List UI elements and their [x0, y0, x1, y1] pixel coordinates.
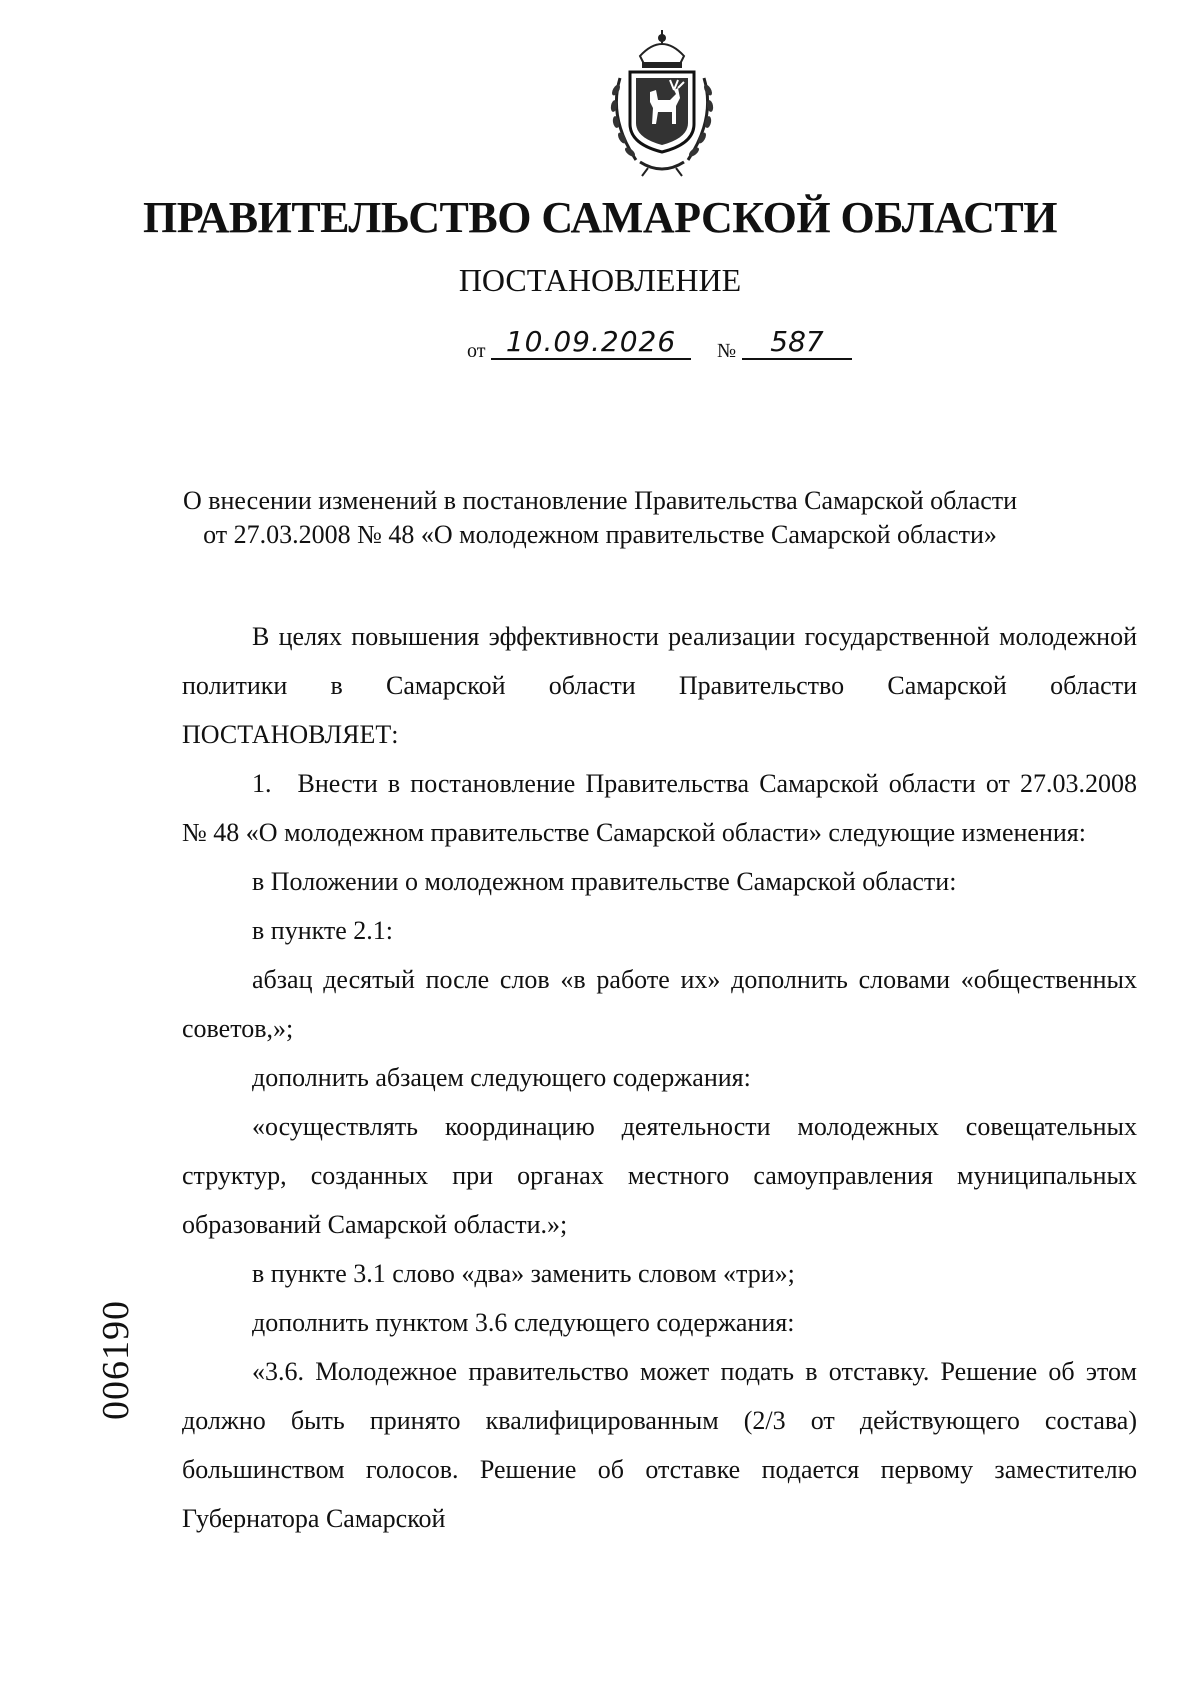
document-date-number — [467, 318, 867, 364]
body-paragraph: в пункте 3.1 слово «два» заменить словом «три»; — [252, 1259, 795, 1288]
document-body — [182, 612, 1137, 1543]
body-paragraph: «осуществлять координацию деятельности молодежных совещательных структур, созданных при органах местного самоуправления муниципальных образований Самарской области.»; — [182, 1112, 1137, 1239]
body-paragraph: дополнить абзацем следующего содержания: — [252, 1063, 751, 1092]
document-number: 587 — [742, 326, 852, 360]
body-paragraph: В целях повышения эффективности реализации государственной молодежной политики в Самарской области Правительство Самарской области ПОСТАНОВЛЯЕТ: — [182, 622, 1137, 749]
samara-coat-of-arms-icon — [590, 28, 734, 178]
subject-line: О внесении изменений в постановление Правительства Самарской области — [182, 486, 1018, 515]
body-paragraph: «3.6. Молодежное правительство может подать в отставку. Решение об этом должно быть принято квалифицированным (2/3 от действующего состава) большинством голосов. Решение об отставке подается первому заместителю Губернатора Самарской — [182, 1357, 1137, 1533]
subject-line: от 27.03.2008 № 48 «О молодежном правительстве Самарской области» — [203, 520, 997, 549]
body-paragraph: в пункте 2.1: — [252, 916, 394, 945]
side-number-text: 006190 — [95, 1300, 137, 1420]
body-paragraph: 1. Внести в постановление Правительства Самарской области от 27.03.2008 № 48 «О молодежном правительстве Самарской области» следующие изменения: — [182, 769, 1137, 847]
government-title: ПРАВИТЕЛЬСТВО САМАРСКОЙ ОБЛАСТИ — [143, 193, 1057, 242]
body-paragraph: дополнить пунктом 3.6 следующего содержания: — [252, 1308, 795, 1337]
document-type: ПОСТАНОВЛЕНИЕ — [458, 262, 742, 298]
body-paragraph: в Положении о молодежном правительстве Самарской области: — [252, 867, 957, 896]
body-paragraph: абзац десятый после слов «в работе их» дополнить словами «общественных советов,»; — [182, 965, 1137, 1043]
number-prefix: № — [717, 340, 737, 362]
side-registration-number — [96, 1220, 136, 1420]
date-prefix: от — [467, 340, 486, 362]
document-date: 10.09.2026 — [491, 326, 691, 360]
document-subject — [0, 484, 1200, 552]
